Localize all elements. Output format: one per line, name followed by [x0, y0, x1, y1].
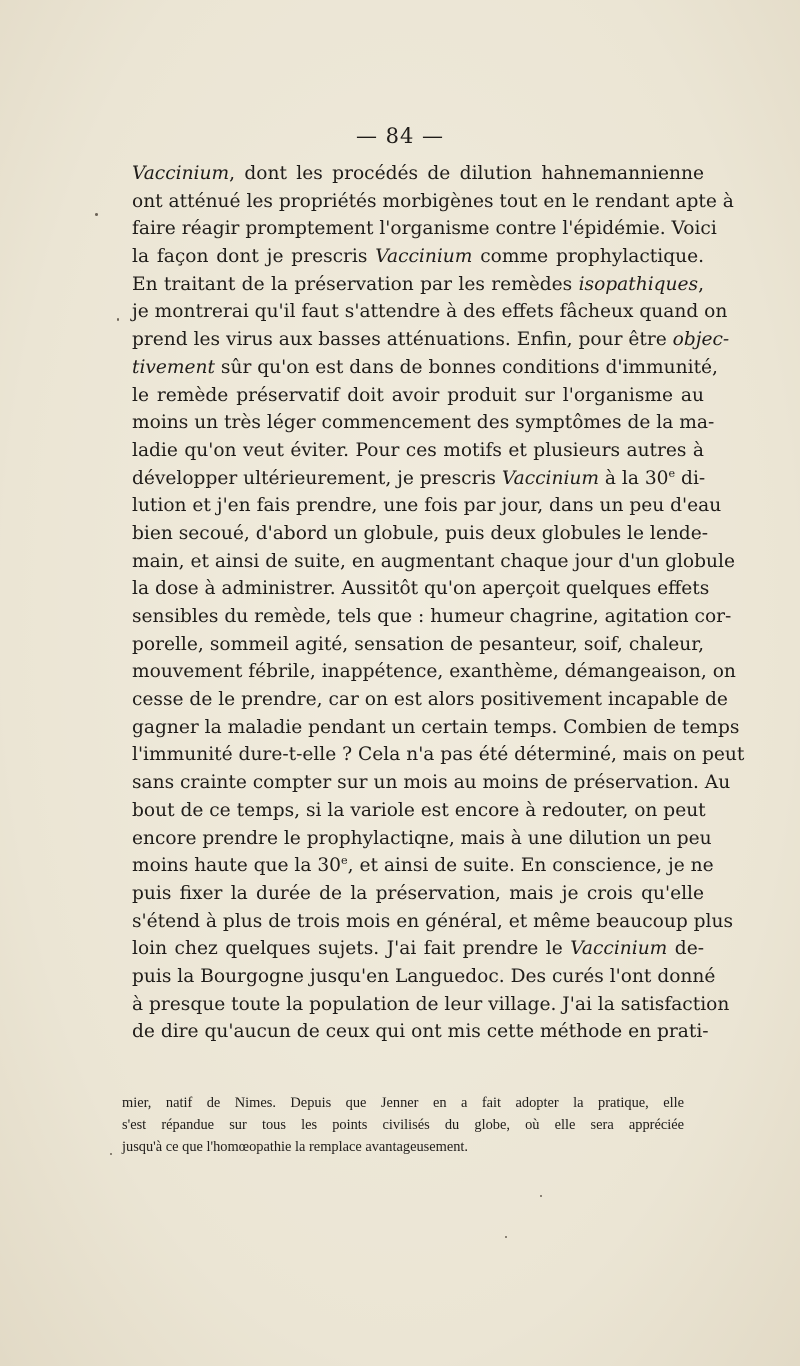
body-text-line: ont atténué les propriétés morbigènes tout en le rendant apte à — [132, 190, 734, 212]
body-text-line: s'étend à plus de trois mois en général, et même beaucoup plus — [132, 910, 734, 932]
paper-speck — [540, 1195, 542, 1197]
body-text-line: bout de ce temps, si la variole est encore à redouter, on peut — [132, 799, 706, 821]
body-text-line: moins un très léger commencement des symptômes de la ma- — [132, 412, 715, 434]
paper-speck — [117, 318, 119, 321]
body-text-line: moins haute que la 30e, et ainsi de suite. En conscience, je ne — [132, 854, 714, 877]
body-text-line: En traitant de la préservation par les remèdes isopathiques, — [132, 273, 704, 295]
body-text-line: je montrerai qu'il faut s'attendre à des effets fâcheux quand on — [132, 301, 728, 323]
footnote-line: s'est répandue sur tous les points civilisés du globe, où elle sera appréciée — [122, 1117, 684, 1133]
footnote-line: mier, natif de Nimes. Depuis que Jenner en a fait adopter la pratique, elle — [122, 1095, 684, 1111]
body-text-line: ladie qu'on veut éviter. Pour ces motifs et plusieurs autres à — [132, 439, 704, 461]
body-text — [132, 160, 745, 1046]
body-text-line: le remède préservatif doit avoir produit sur l'organisme au — [132, 384, 704, 406]
body-text-line: puis la Bourgogne jusqu'en Languedoc. Des curés l'ont donné — [132, 965, 716, 987]
body-text-line: sensibles du remède, tels que : humeur chagrine, agitation cor- — [132, 606, 732, 627]
paper-speck — [95, 213, 98, 216]
body-text-line: faire réagir promptement l'organisme contre l'épidémie. Voici — [132, 218, 717, 240]
body-text-line: prend les virus aux basses atténuations. Enfin, pour être objec- — [132, 329, 730, 351]
body-text-line: développer ultérieurement, je prescris Vaccinium à la 30e di- — [132, 466, 706, 489]
body-text-line: à presque toute la population de leur village. J'ai la satisfaction — [132, 993, 730, 1015]
body-text-line: loin chez quelques sujets. J'ai fait prendre le Vaccinium de- — [132, 938, 704, 960]
body-text-line: bien secoué, d'abord un globule, puis deux globules le lende- — [132, 522, 708, 544]
body-text-line: sans crainte compter sur un mois au moins de préservation. Au — [132, 772, 731, 794]
body-text-line: encore prendre le prophylactiqne, mais à une dilution un peu — [132, 827, 712, 849]
body-text-line: tivement sûr qu'on est dans de bonnes conditions d'immunité, — [132, 356, 718, 378]
footnote — [122, 1092, 684, 1158]
body-text-line: cesse de le prendre, car on est alors positivement incapable de — [132, 689, 728, 711]
page-number: — 84 — — [355, 124, 445, 148]
body-text-line: puis fixer la durée de la préservation, mais je crois qu'elle — [132, 882, 704, 904]
paper-speck — [110, 1153, 112, 1155]
body-text-line: Vaccinium, dont les procédés de dilution hahnemannienne — [132, 163, 704, 184]
body-text-line: porelle, sommeil agité, sensation de pesanteur, soif, chaleur, — [132, 633, 704, 655]
body-text-line: l'immunité dure-t-elle ? Cela n'a pas été déterminé, mais on peut — [132, 744, 745, 766]
body-text-line: la façon dont je prescris Vaccinium comme prophylactique. — [132, 246, 704, 268]
body-text-line: gagner la maladie pendant un certain temps. Combien de temps — [132, 716, 740, 738]
body-text-line: mouvement fébrile, inappétence, exanthème, démangeaison, on — [132, 661, 736, 683]
paper-speck — [505, 1236, 507, 1238]
body-text-line: la dose à administrer. Aussitôt qu'on aperçoit quelques effets — [132, 578, 710, 600]
body-text-line: de dire qu'aucun de ceux qui ont mis cette méthode en prati- — [132, 1021, 709, 1043]
body-text-line: lution et j'en fais prendre, une fois par jour, dans un peu d'eau — [132, 495, 722, 517]
body-text-line: main, et ainsi de suite, en augmentant chaque jour d'un globule — [132, 550, 735, 572]
footnote-line: jusqu'à ce que l'homœopathie la remplace avantageusement. — [122, 1139, 469, 1155]
